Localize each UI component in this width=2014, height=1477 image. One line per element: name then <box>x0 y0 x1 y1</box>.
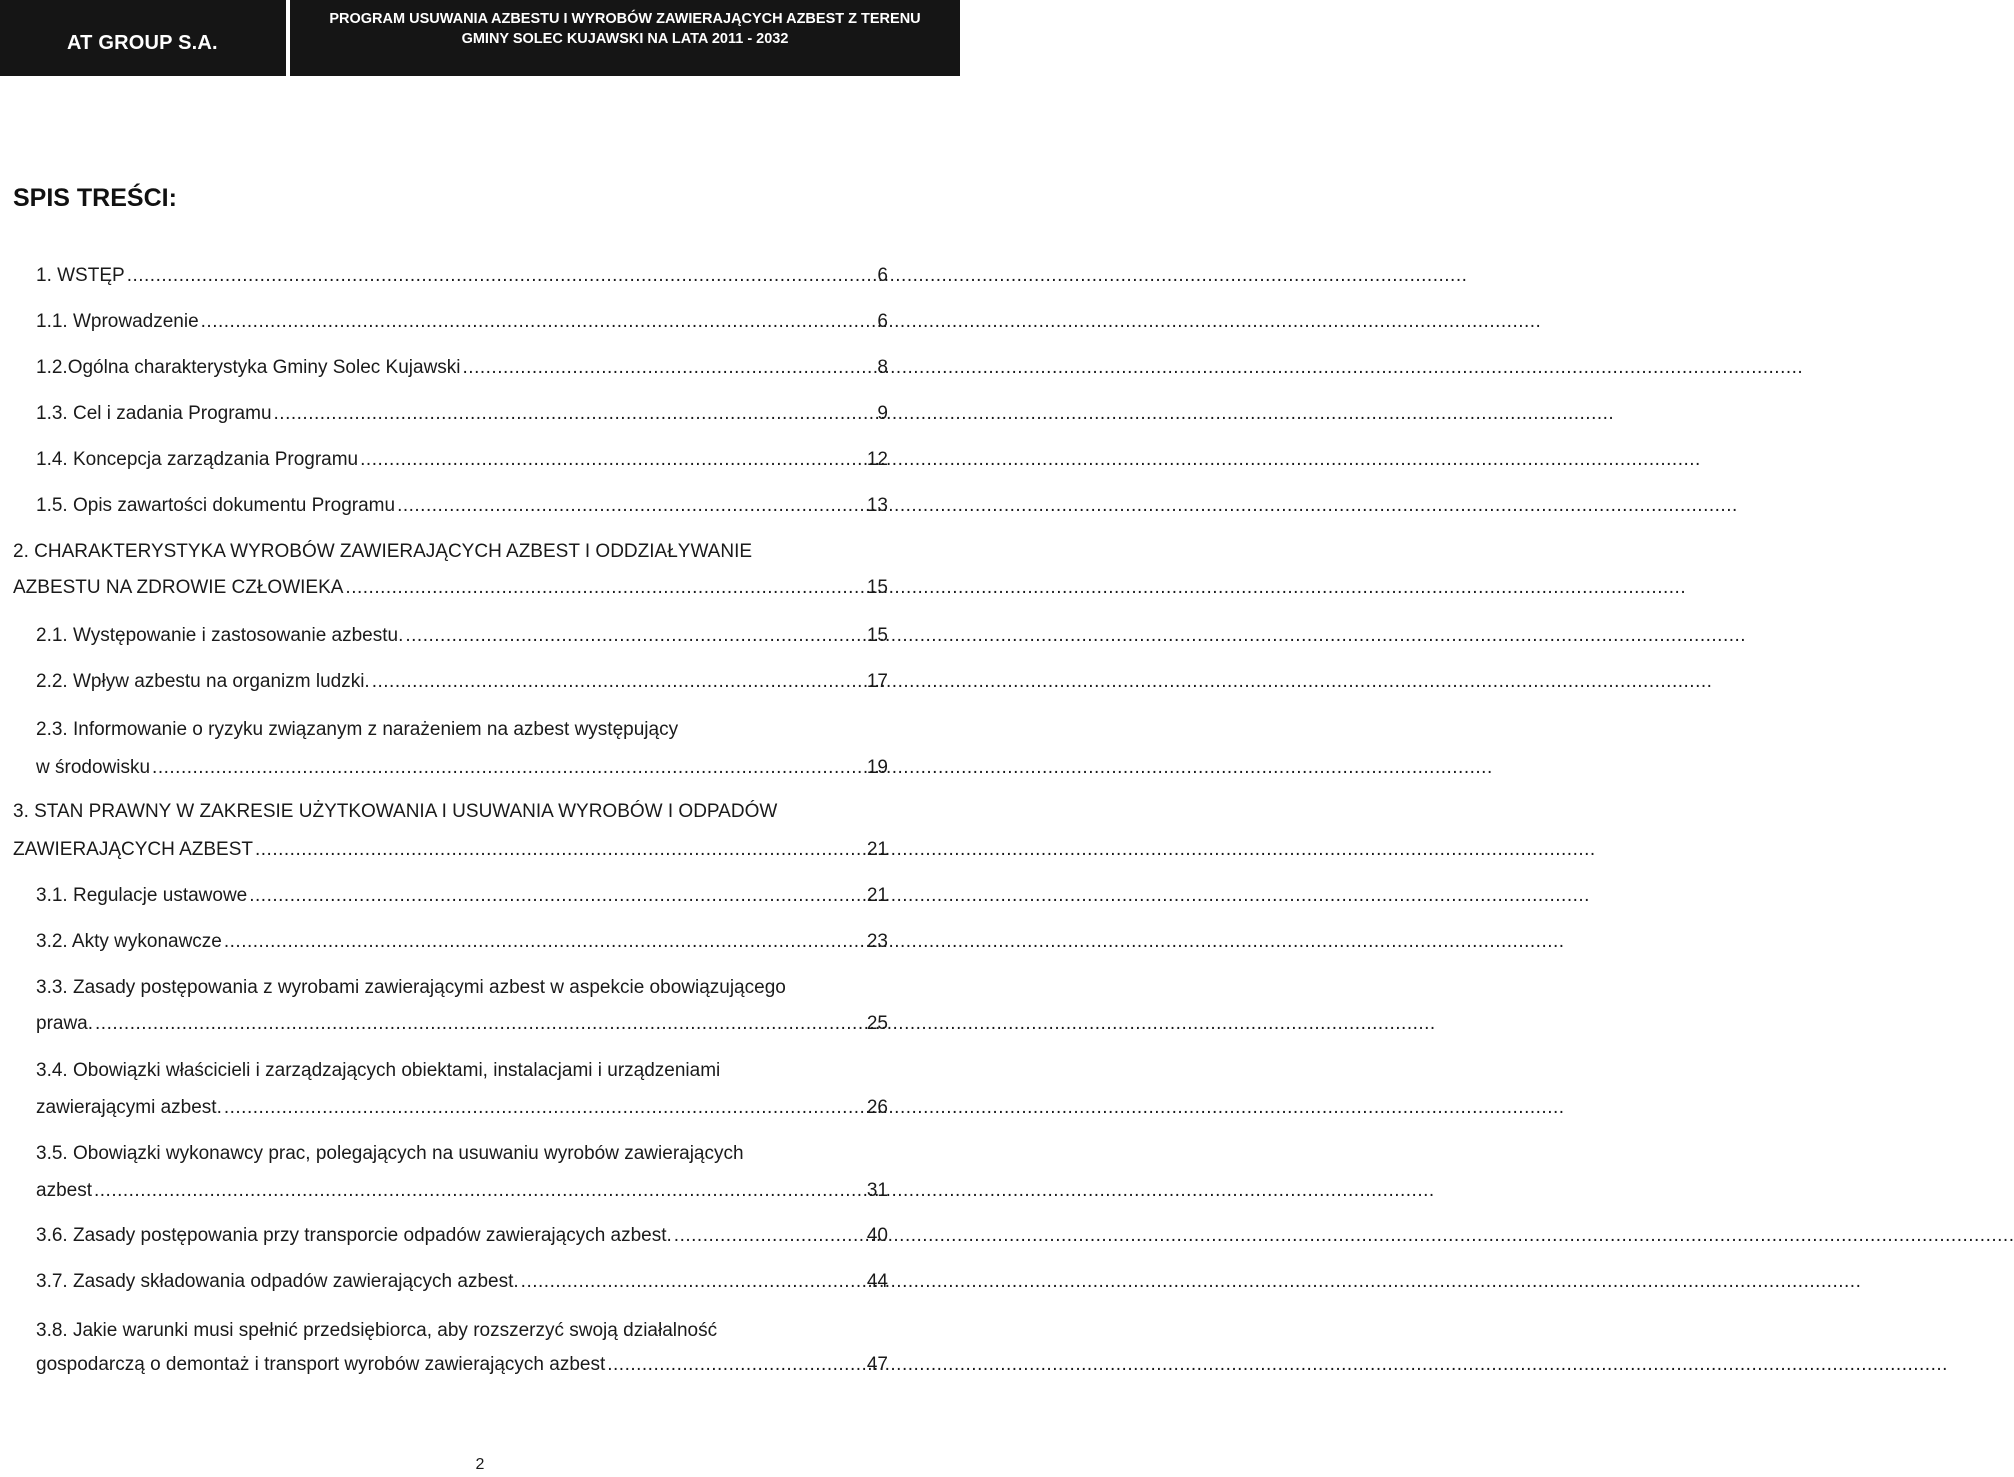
program-title-line2: GMINY SOLEC KUJAWSKI NA LATA 2011 - 2032 <box>461 31 789 47</box>
toc-entry-page-number: 21 <box>866 885 888 906</box>
toc-entry-first-line: 3. STAN PRAWNY W ZAKRESIE UŻYTKOWANIA I USUWANIA WYROBÓW I ODPADÓW <box>13 801 778 822</box>
toc-entry[interactable] <box>36 618 888 654</box>
toc-entry[interactable] <box>36 1264 888 1300</box>
toc-entry-page-number: 6 <box>877 265 888 286</box>
toc-entry[interactable] <box>36 1347 888 1383</box>
toc-entry-title: gospodarczą o demontaż i transport wyrobów zawierających azbest <box>36 1354 606 1375</box>
page-number: 2 <box>475 1456 485 1473</box>
toc-entry[interactable] <box>36 664 888 700</box>
toc-entry-page-number: 15 <box>866 577 888 598</box>
toc-entry-title: 1.4. Koncepcja zarządzania Programu <box>36 449 359 470</box>
toc-entry-title: 3.2. Akty wykonawcze <box>36 931 222 952</box>
toc-entry-page-number: 44 <box>866 1271 888 1292</box>
toc-entry-page-number: 23 <box>866 931 888 952</box>
toc-entry-title: ZAWIERAJĄCYCH AZBEST <box>13 839 253 860</box>
toc-entry-title: w środowisku <box>36 757 151 778</box>
toc-dot-leader <box>255 832 865 868</box>
toc-entry[interactable] <box>36 1006 888 1042</box>
toc-entry-page-number: 19 <box>866 757 888 778</box>
toc-entry-title: 3.1. Regulacje ustawowe <box>36 885 248 906</box>
toc-entry[interactable] <box>36 258 888 294</box>
toc-entry[interactable] <box>36 750 888 786</box>
toc-entry[interactable] <box>36 1218 888 1254</box>
toc-dot-leader <box>224 1090 865 1126</box>
toc-entry-title: 3.7. Zasady składowania odpadów zawierających azbest. <box>36 1271 519 1292</box>
toc-title: SPIS TREŚCI: <box>13 184 177 212</box>
toc-entry-page-number: 15 <box>866 625 888 646</box>
toc-entry-title: azbest <box>36 1180 92 1201</box>
toc-entry-title: zawierającymi azbest. <box>36 1097 222 1118</box>
program-title-line1: PROGRAM USUWANIA AZBESTU I WYROBÓW ZAWIERAJĄCYCH AZBEST Z TERENU <box>329 11 921 27</box>
toc-entry-title: 2.1. Występowanie i zastosowanie azbestu. <box>36 625 404 646</box>
toc-dot-leader <box>607 1347 865 1383</box>
toc-entry[interactable] <box>36 442 888 478</box>
toc-entry-page-number: 47 <box>866 1354 888 1375</box>
toc-entry[interactable] <box>36 878 888 914</box>
toc-entry[interactable] <box>36 304 888 340</box>
toc-dot-leader <box>674 1218 865 1254</box>
toc-entry-first-line: 3.8. Jakie warunki musi spełnić przedsiębiorca, aby rozszerzyć swoją działalność <box>36 1320 718 1341</box>
toc-dot-leader <box>224 924 865 960</box>
toc-dot-leader <box>152 750 865 786</box>
toc-entry-first-line: 2.3. Informowanie o ryzyku związanym z narażeniem na azbest występujący <box>36 719 679 740</box>
program-title <box>290 0 960 76</box>
toc-entry-title: AZBESTU NA ZDROWIE CZŁOWIEKA <box>13 577 344 598</box>
toc-entry-page-number: 21 <box>866 839 888 860</box>
toc-entry-title: 1. WSTĘP <box>36 265 125 286</box>
toc-entry-title: 1.5. Opis zawartości dokumentu Programu <box>36 495 396 516</box>
toc-entry-page-number: 26 <box>866 1097 888 1118</box>
page-header <box>0 0 960 76</box>
toc-entry-page-number: 31 <box>866 1180 888 1201</box>
toc-dot-leader <box>127 258 876 294</box>
toc-entry-title: 1.3. Cel i zadania Programu <box>36 403 272 424</box>
toc-entry-title: 3.6. Zasady postępowania przy transporcie odpadów zawierających azbest. <box>36 1225 672 1246</box>
toc-dot-leader <box>397 488 865 524</box>
toc-entry-title: 2.2. Wpływ azbestu na organizm ludzki. <box>36 671 370 692</box>
toc-entry[interactable] <box>13 570 888 606</box>
toc-dot-leader <box>345 570 864 606</box>
toc-dot-leader <box>274 396 876 432</box>
toc-dot-leader <box>405 618 864 654</box>
toc-dot-leader <box>521 1264 865 1300</box>
toc-dot-leader <box>95 1006 865 1042</box>
toc-entry[interactable] <box>36 350 888 386</box>
toc-entry-title: 1.2.Ogólna charakterystyka Gminy Solec Kujawski <box>36 357 461 378</box>
toc-dot-leader <box>249 878 865 914</box>
toc-entry[interactable] <box>36 488 888 524</box>
toc-entry-first-line: 2. CHARAKTERYSTYKA WYROBÓW ZAWIERAJĄCYCH AZBEST I ODDZIAŁYWANIE <box>13 541 753 562</box>
toc-entry[interactable] <box>36 396 888 432</box>
toc-entry-page-number: 9 <box>877 403 888 424</box>
toc-entry-first-line: 3.5. Obowiązki wykonawcy prac, polegających na usuwaniu wyrobów zawierających <box>36 1143 744 1164</box>
toc-entry-page-number: 17 <box>866 671 888 692</box>
toc-entry-page-number: 12 <box>866 449 888 470</box>
toc-entry-page-number: 25 <box>866 1013 888 1034</box>
toc-dot-leader <box>201 304 876 340</box>
company-name: AT GROUP S.A. <box>0 0 286 76</box>
toc-dot-leader <box>463 350 876 386</box>
toc-dot-leader <box>372 664 865 700</box>
toc-entry-title: 1.1. Wprowadzenie <box>36 311 199 332</box>
toc-entry-page-number: 8 <box>877 357 888 378</box>
toc-entry-first-line: 3.4. Obowiązki właścicieli i zarządzających obiektami, instalacjami i urządzeniami <box>36 1060 721 1081</box>
toc-entry-first-line: 3.3. Zasady postępowania z wyrobami zawierającymi azbest w aspekcie obowiązującego <box>36 977 786 998</box>
toc-entry-title: prawa. <box>36 1013 94 1034</box>
toc-entry-page-number: 40 <box>866 1225 888 1246</box>
toc-dot-leader <box>360 442 865 478</box>
toc-entry[interactable] <box>36 1090 888 1126</box>
toc-entry-page-number: 6 <box>877 311 888 332</box>
toc-entry[interactable] <box>13 832 888 868</box>
toc-entry-page-number: 13 <box>866 495 888 516</box>
toc-dot-leader <box>94 1173 865 1209</box>
toc-entry[interactable] <box>36 924 888 960</box>
toc-entry[interactable] <box>36 1173 888 1209</box>
